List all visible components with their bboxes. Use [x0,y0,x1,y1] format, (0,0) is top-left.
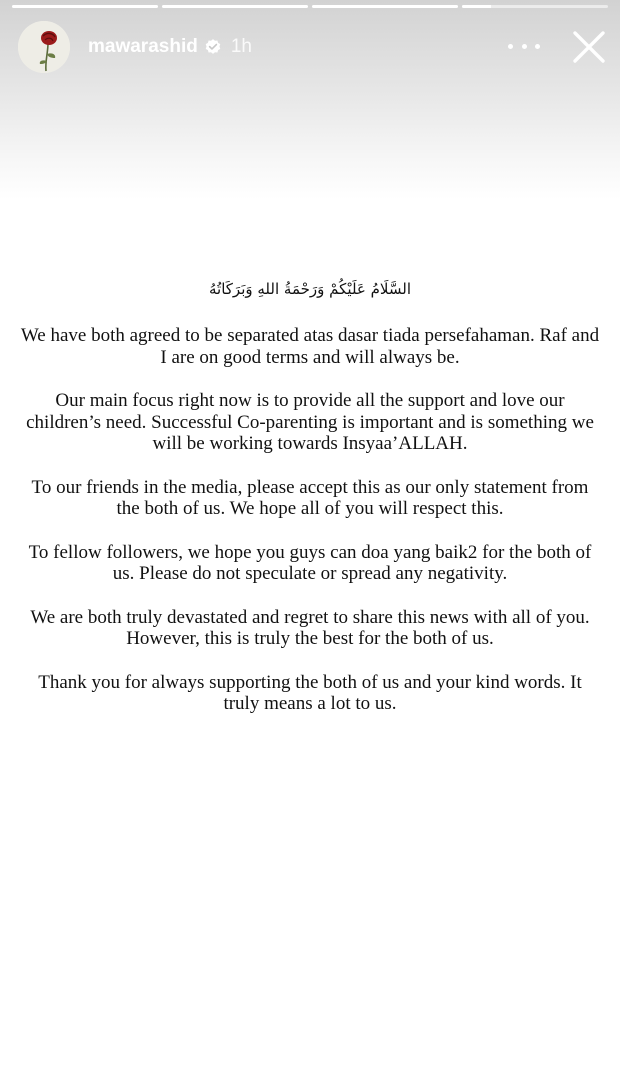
progress-segment [462,5,608,8]
post-time: 1h [230,36,252,57]
progress-segment [162,5,308,8]
rose-avatar-icon [18,21,70,73]
more-options-icon[interactable] [508,38,540,54]
statement-paragraph: Our main focus right now is to provide all the support and love our children’s need. Successful Co-parenting is important and is something we will be working towards Insyaa’ALLAH. [26,390,594,454]
story-progress-bars [12,5,608,8]
story-header [18,20,608,74]
statement-paragraph: Thank you for always supporting the both of us and your kind words. It truly means a lot to us. [38,671,582,714]
statement-text [20,272,600,737]
username[interactable]: mawarashid [88,36,198,57]
progress-segment [312,5,458,8]
statement-paragraph: To our friends in the media, please accept this as our only statement from the both of us. We hope all of you will respect this. [31,476,589,519]
statement-paragraph: We have both agreed to be separated atas dasar tiada persefahaman. Raf and I are on good terms and will always be. [20,325,600,368]
statement-paragraph: We are both truly devastated and regret to share this news with all of you. However, this is truly the best for the both of us. [30,606,590,649]
progress-segment [12,5,158,8]
avatar[interactable] [18,21,70,73]
close-icon[interactable] [569,27,609,67]
verified-badge-icon [204,38,222,56]
statement-paragraph: To fellow followers, we hope you guys can doa yang baik2 for the both of us. Please do not speculate or spread any negativity. [28,541,592,584]
arabic-greeting: السَّلَامُ عَلَيْكُمْ وَرَحْمَةُ اللهِ وَبَرَكَاتُهُ [209,280,411,298]
